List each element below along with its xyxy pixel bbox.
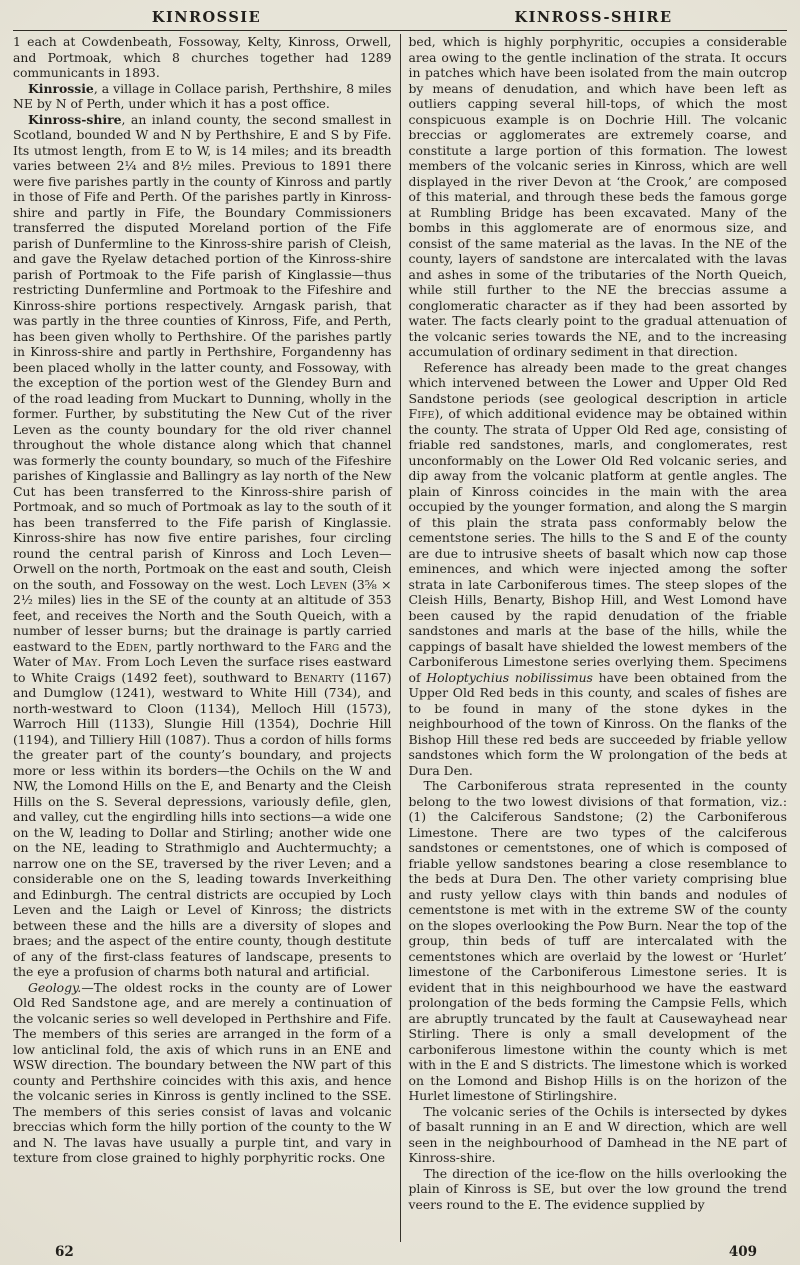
header-rule xyxy=(13,30,787,31)
paragraph: Reference has already been made to the great changes which intervened between the Lower and Upper Old Red Sandstone periods (see geological description in article Fife), of which additional evidence may be obtained within the county. The strata of Upper Old Red age, consisting of friable red sandstones, marls, and conglomerates, rest unconformably on the Lower Old Red volcanic series, and dip away from the volcanic platform at gentle angles. The plain of Kinross coincides in the main with the area occupied by the younger formation, and along the S margin of this plain the strata pass conformably below the cementstone series. The hills to the S and E of the county are due to intrusive sheets of basalt which now cap those eminences, and which were injected among the softer strata in late Carboniferous times. The steep slopes of the Cleish Hills, Benarty, Bishop Hill, and West Lomond have been caused by the rapid denudation of the friable sandstones and marls at the base of the hills, while the cappings of basalt have shielded the lowest members of the Carboniferous Limestone series overlying them. Specimens of Holoptychius nobilissimus have been obtained from the Upper Old Red beds in this county, and scales of fishes are to be found in many of the stone dykes in the neighbourhood of the town of Kinross. On the flanks of the Bishop Hill these red beds are succeeded by friable yellow sandstones which form the W prolongation of the beds at Dura Den. xyxy=(408,359,787,778)
paragraph: Kinross-shire, an inland county, the second smallest in Scotland, bounded W and N by Perthshire, E and S by Fife. Its utmost length, from E to W, is 14 miles; and its breadth varies between 2¼ and 8½ miles. Previous to 1891 there were five parishes partly in the county of Kinross and partly in those of Fife and Perth. Of the parishes partly in Kinross-shire and partly in Fife, the Boundary Commissioners transferred the disputed Moreland portion of the Fife parish of Dunfermline to the Kinross-shire parish of Cleish, and gave the Ryelaw detached portion of the Kinross-shire parish of Portmoak to the Fife parish of Kinglassie—thus restricting Dunfermline and Portmoak to the Fifeshire and Kinross-shire portions respectively. Arngask parish, that was partly in the three counties of Kinross, Fife, and Perth, has been given wholly to Perthshire. Of the parishes partly in Kinross-shire and partly in Perthshire, Forgandenny has been placed wholly in the latter county, and Fossoway, with the exception of the portion west of the Glendey Burn and of the road leading from Muckart to Dunning, wholly in the former. Further, by substituting the New Cut of the river Leven as the county boundary for the old river channel throughout the whole distance along which that channel was formerly the county boundary, so much of the Fifeshire parishes of Kinglassie and Ballingry as lay north of the New Cut has been transferred to the Kinross-shire parish of Portmoak, and so much of Portmoak as lay to the south of it has been transferred to the Fife parish of Kinglassie. Kinross-shire has now five entire parishes, four circling round the central parish of Kinross and Loch Leven—Orwell on the north, Portmoak on the east and south, Cleish on the south, and Fossoway on the west. Loch Leven (3⅝ × 2½ miles) lies in the SE of the county at an altitude of 353 feet, and receives the North and the South Queich, with a number of lesser burns; but the drainage is partly carried eastward to the Eden, partly northward to the Farg and the Water of May. From Loch Leven the surface rises eastward to White Craigs (1492 feet), southward to Benarty (1167) and Dumglow (1241), westward to White Hill (734), and north-westward to Cloon (1134), Melloch Hill (1573), Warroch Hill (1133), Slungie Hill (1354), Dochrie Hill (1194), and Tilliery Hill (1087). Thus a cordon of hills forms the greater part of the county’s boundary, and projects more or less within its borders—the Ochils on the W and NW, the Lomond Hills on the E, and Benarty and the Cleish Hills on the S. Several depressions, variously defile, glen, and valley, cut the engirdling hills into sections—a wide one on the W, leading to Dollar and Stirling; another wide one on the NE, leading to Strathmiglo and Auchtermuchty; a narrow one on the SE, traversed by the river Leven; and a considerable one on the S, leading towards Inverkeithing and Edinburgh. The central districts are occupied by Loch Leven and the Laigh or Level of Kinross; the districts between these and the hills are a diversity of slopes and braes; and the aspect of the entire county, though destitute of any of the first-class features of landscape, presents to the eye a profusion of charms both natural and artificial. xyxy=(13,111,392,979)
column-divider xyxy=(400,34,401,1242)
paragraph: The volcanic series of the Ochils is intersected by dykes of basalt running in an E and W direction, which are well seen in the neighbourhood of Damhead in the NE part of Kinross-shire. xyxy=(408,1103,787,1165)
paragraph: The direction of the ice-flow on the hills overlooking the plain of Kinross is SE, but over the low ground the trend veers round to the E. The evidence supplied by xyxy=(408,1165,787,1212)
paragraph: Geology.—The oldest rocks in the county are of Lower Old Red Sandstone age, and are merely a continuation of the volcanic series so well developed in Perthshire and Fife. The members of this series are arranged in the form of a low anticlinal fold, the axis of which runs in an ENE and WSW direction. The boundary between the NW part of this county and Perthshire coincides with this axis, and hence the volcanic series in Kinross is gently inclined to the SSE. The members of this series consist of lavas and volcanic breccias which form the hilly portion of the county to the W and N. The lavas have usually a purple tint, and vary in texture from close grained to highly porphyritic rocks. One xyxy=(13,979,392,1165)
right-column xyxy=(409,34,788,1242)
page-footer xyxy=(13,1242,787,1260)
paragraph: Kinrossie, a village in Collace parish, Perthshire, 8 miles NE by N of Perth, under which it has a post office. xyxy=(13,80,392,111)
paragraph: 1 each at Cowdenbeath, Fossoway, Kelty, Kinross, Orwell, and Portmoak, which 8 churches together had 1289 communicants in 1893. xyxy=(13,34,392,80)
running-heads xyxy=(13,9,787,28)
left-running-head: KINROSSIE xyxy=(151,9,262,26)
right-running-head: KINROSS-SHIRE xyxy=(514,9,673,26)
paragraph: The Carboniferous strata represented in the county belong to the two lowest divisions of that formation, viz.: (1) the Calciferous Sandstone; (2) the Carboniferous Limestone. There are two types of the calciferous sandstones or cementstones, one of which is composed of friable yellow sandstones bearing a close resemblance to the beds at Dura Den. The other variety comprising blue and rusty yellow clays with thin bands and nodules of cementstone is met with in the extreme SW of the county on the slopes overlooking the Pow Burn. Near the top of the group, thin beds of tuff are intercalated with the cementstones which are overlaid by the lowest or ‘Hurlet’ limestone of the Carboniferous Limestone series. It is evident that in this neighbourhood we have the eastward prolongation of the beds forming the Campsie Fells, which are abruptly truncated by the fault at Causewayhead near Stirling. There is only a small development of the carboniferous limestone within the county which is met with in the E and S districts. The limestone which is worked on the Lomond and Bishop Hills is on the horizon of the Hurlet limestone of Stirlingshire. xyxy=(408,778,787,1103)
left-page-number: 62 xyxy=(55,1244,74,1260)
right-page-number: 409 xyxy=(728,1244,757,1260)
paragraph: bed, which is highly porphyritic, occupies a considerable area owing to the gentle inclination of the strata. It occurs in patches which have been isolated from the main outcrop by means of denudation, and which have been left as outliers capping several hill-tops, of which the most conspicuous example is on Dochrie Hill. The volcanic breccias or agglomerates are extremely coarse, and constitute a large portion of this formation. The lowest members of the volcanic series in Kinross, which are well displayed in the river Devon at ‘the Crook,’ are composed of this material, and through these beds the famous gorge at Rumbling Bridge has been excavated. Many of the bombs in this agglomerate are of enormous size, and consist of the same material as the lavas. In the NE of the county, layers of sandstone are intercalated with the lavas and ashes in some of the tributaries of the North Queich, while still further to the NE the breccias assume a conglomeratic character as if they had been assorted by water. The facts clearly point to the gradual attenuation of the volcanic series towards the NE, and to the increasing accumulation of ordinary sediment in that direction. xyxy=(408,34,787,359)
left-column xyxy=(13,34,392,1242)
text-columns xyxy=(13,34,787,1242)
